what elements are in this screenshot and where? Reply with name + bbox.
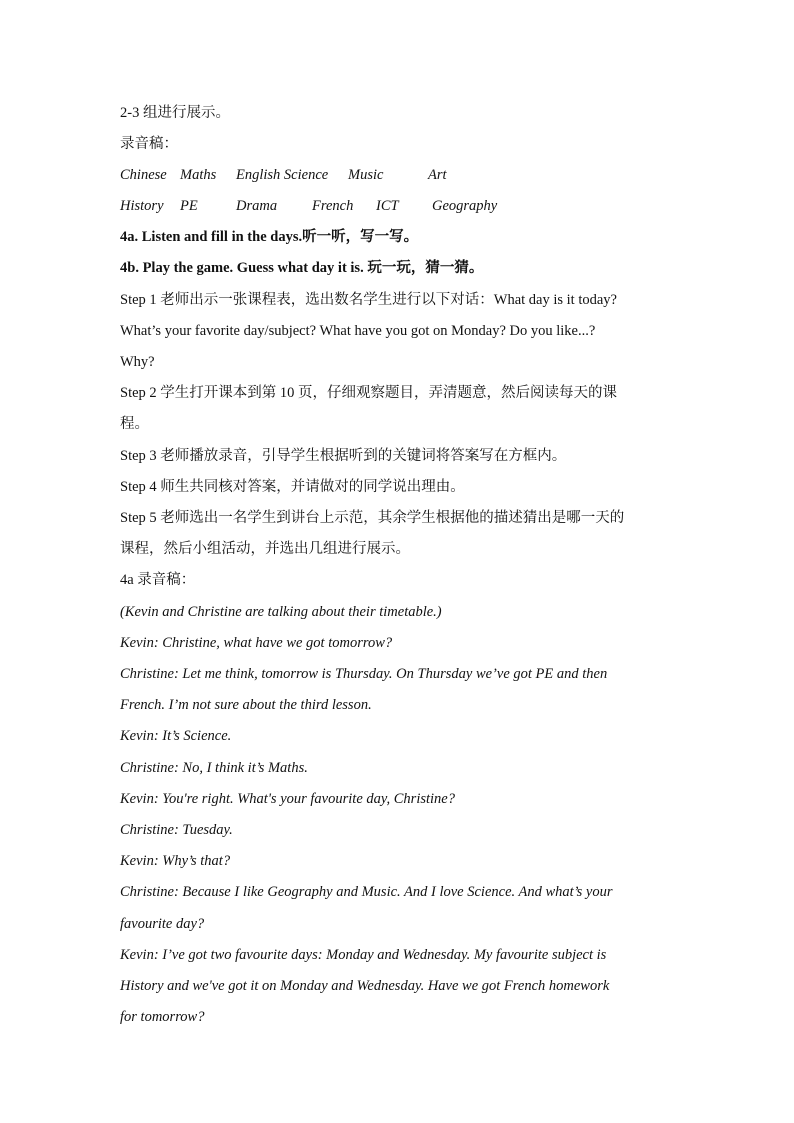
transcript-line: Kevin: It’s Science. — [120, 728, 232, 744]
text-line: 课程，然后小组活动，并选出几组进行展示。 — [120, 541, 410, 557]
subject-item: History — [120, 198, 164, 214]
subject-item: Maths — [180, 167, 217, 183]
transcript-line: Kevin: Christine, what have we got tomorrow? — [120, 635, 393, 651]
subject-item: Drama — [236, 198, 278, 214]
text-line: 程。 — [120, 416, 149, 432]
section-heading: 4b. Play the game. Guess what day it is. 玩一玩，猜一猜。 — [120, 260, 484, 276]
transcript-line: Christine: Because I like Geography and Music. And I love Science. And what’s your — [120, 884, 613, 900]
transcript-line: Kevin: You're right. What's your favourite day, Christine? — [120, 791, 455, 807]
text-line: Why? — [120, 354, 155, 370]
text-line: Step 5 老师选出一名学生到讲台上示范，其余学生根据他的描述猜出是哪一天的 — [120, 510, 625, 526]
transcript-line: (Kevin and Christine are talking about their timetable.) — [120, 604, 442, 620]
subject-item: Geography — [432, 198, 498, 214]
text-line: Step 4 师生共同核对答案，并请做对的同学说出理由。 — [120, 479, 465, 495]
text-line: 4a 录音稿： — [120, 572, 196, 588]
text-line: 录音稿： — [120, 136, 178, 152]
subject-item: ICT — [376, 198, 399, 214]
transcript-line: for tomorrow? — [120, 1009, 205, 1025]
text-line: Step 1 老师出示一张课程表，选出数名学生进行以下对话：What day is it today? — [120, 292, 617, 308]
subject-item: Music — [348, 167, 384, 183]
section-heading: 4a. Listen and fill in the days.听一听，写一写。 — [120, 229, 419, 245]
transcript-line: History and we've got it on Monday and Wednesday. Have we got French homework — [120, 978, 610, 994]
text-line: Step 2 学生打开课本到第 10 页，仔细观察题目，弄清题意，然后阅读每天的课 — [120, 385, 618, 401]
subject-item: PE — [180, 198, 198, 214]
text-line: 2-3 组进行展示。 — [120, 105, 230, 121]
transcript-line: favourite day? — [120, 916, 205, 932]
transcript-line: Christine: Tuesday. — [120, 822, 233, 838]
subject-item: English Science — [236, 167, 329, 183]
text-line: What’s your favorite day/subject? What have you got on Monday? Do you like...? — [120, 323, 596, 339]
subject-item: Chinese — [120, 167, 167, 183]
transcript-line: Kevin: Why’s that? — [120, 853, 231, 869]
subject-item: Art — [428, 167, 447, 183]
text-line: Step 3 老师播放录音，引导学生根据听到的关键词将答案写在方框内。 — [120, 448, 567, 464]
transcript-line: Christine: Let me think, tomorrow is Thursday. On Thursday we’ve got PE and then — [120, 666, 608, 682]
subject-item: French — [312, 198, 354, 214]
transcript-line: French. I’m not sure about the third lesson. — [120, 697, 372, 713]
transcript-line: Christine: No, I think it’s Maths. — [120, 760, 308, 776]
transcript-line: Kevin: I’ve got two favourite days: Monday and Wednesday. My favourite subject is — [120, 947, 607, 963]
